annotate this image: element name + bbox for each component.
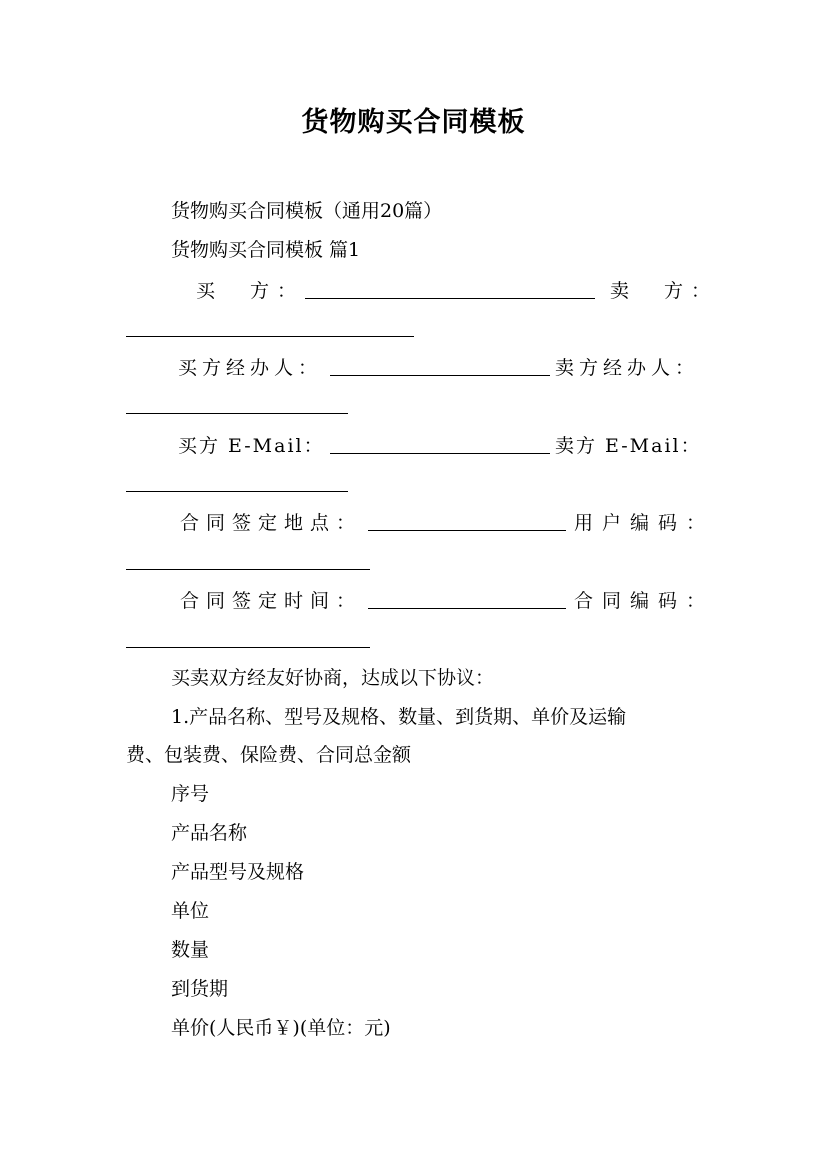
table-header-item: 到货期 [171, 978, 229, 1000]
seller-blank [126, 336, 414, 337]
seller-email-label: 卖方 E-Mail： [555, 435, 702, 457]
table-header-item: 产品型号及规格 [171, 861, 305, 883]
clause-1-line-1: 1.产品名称、型号及规格、数量、到货期、单价及运输 [171, 706, 627, 728]
table-header-item: 数量 [171, 939, 210, 961]
user-code-blank [126, 569, 370, 570]
user-code-label: 用户编码： [574, 512, 715, 534]
buyer-email-label: 买方 E-Mail： [178, 435, 325, 457]
table-header-item: 单价(人民币￥)(单位：元) [171, 1017, 391, 1039]
table-header-item: 序号 [171, 783, 210, 805]
buyer-agent-blank [330, 375, 550, 376]
seller-email-blank [126, 491, 348, 492]
sign-time-blank [368, 608, 566, 609]
buyer-agent-label: 买方经办人： [178, 357, 323, 379]
seller-agent-blank [126, 413, 348, 414]
sign-place-label: 合同签定地点： [180, 512, 363, 534]
buyer-blank [305, 298, 595, 299]
clause-1-line-2: 费、包装费、保险费、合同总金额 [126, 744, 412, 766]
seller-agent-label: 卖方经办人： [555, 357, 700, 379]
section-heading: 货物购买合同模板 篇1 [171, 239, 361, 261]
seller-label: 卖 方： [610, 280, 719, 302]
table-header-item: 产品名称 [171, 822, 248, 844]
document-title: 货物购买合同模板 [301, 107, 526, 138]
sign-place-blank [368, 530, 566, 531]
contract-code-label: 合同编码： [574, 590, 715, 612]
intro-paragraph: 买卖双方经友好协商，达成以下协议： [171, 667, 495, 689]
sign-time-label: 合同签定时间： [180, 590, 363, 612]
contract-code-blank [126, 647, 370, 648]
table-header-item: 单位 [171, 900, 210, 922]
buyer-label: 买 方： [196, 280, 305, 302]
document-subtitle: 货物购买合同模板（通用20篇） [171, 200, 443, 222]
buyer-email-blank [330, 453, 550, 454]
